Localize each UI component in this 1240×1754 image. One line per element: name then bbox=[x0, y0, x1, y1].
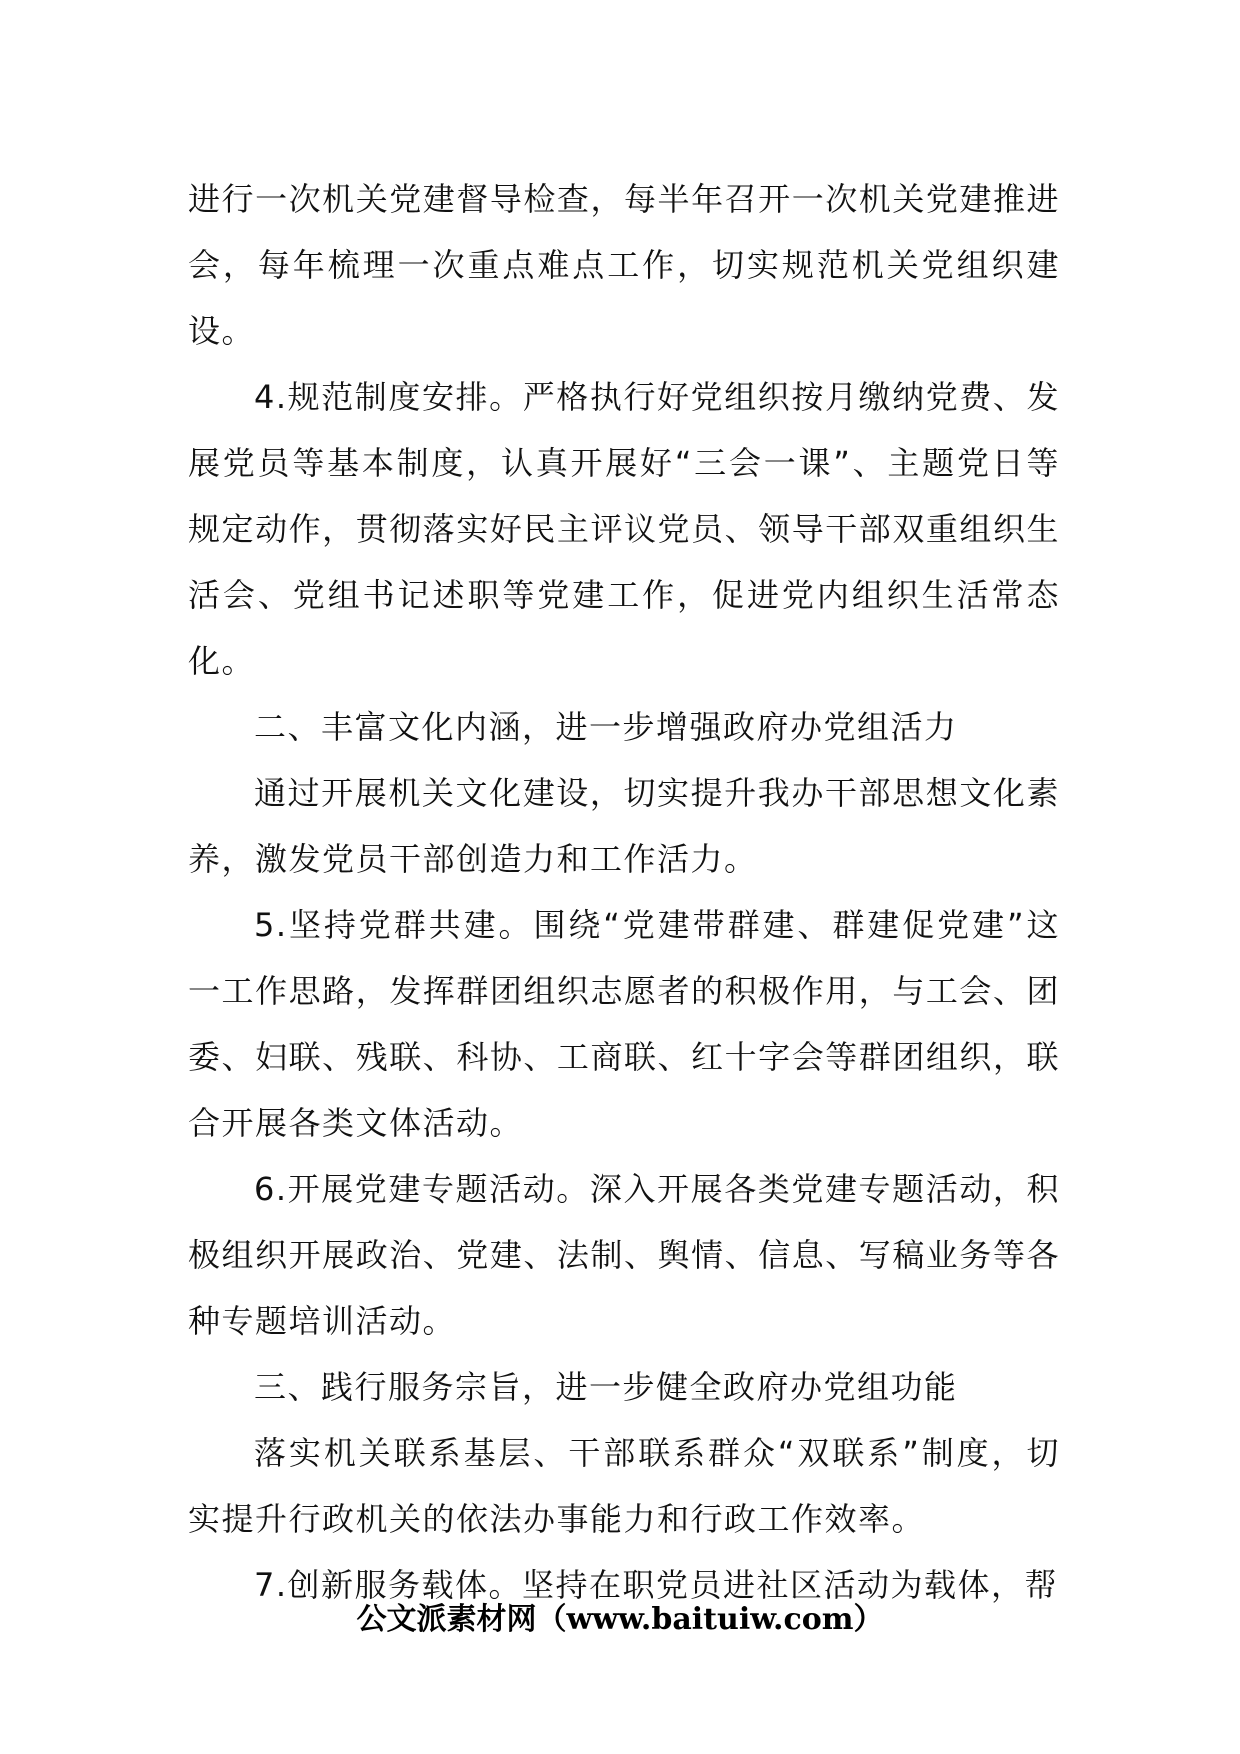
section-heading-2: 二、丰富文化内涵，进一步增强政府办党组活力 bbox=[254, 708, 958, 746]
paragraph-5: 5.坚持党群共建。围绕“党建带群建、群建促党建”这一工作思路，发挥群团组织志愿者的积极作用，与工会、团委、妇联、残联、科协、工商联、红十字会等群团组织，联合开展各类文体活动。 bbox=[188, 906, 1060, 1142]
paragraph-9: 7.创新服务载体。坚持在职党员进社区活动为载体，帮 bbox=[254, 1566, 1059, 1604]
paragraph-6: 6.开展党建专题活动。深入开展各类党建专题活动，积极组织开展政治、党建、法制、舆情、信息、写稿业务等各种专题培训活动。 bbox=[188, 1170, 1060, 1340]
paragraph-2: 4.规范制度安排。严格执行好党组织按月缴纳党费、发展党员等基本制度，认真开展好“三会一课”、主题党日等规定动作，贯彻落实好民主评议党员、领导干部双重组织生活会、党组书记述职等党建工作，促进党内组织生活常态化。 bbox=[188, 378, 1060, 680]
paragraph-8: 落实机关联系基层、干部联系群众“双联系”制度，切实提升行政机关的依法办事能力和行政工作效率。 bbox=[188, 1434, 1060, 1538]
section-heading-3: 三、践行服务宗旨，进一步健全政府办党组功能 bbox=[254, 1368, 958, 1406]
document-body bbox=[188, 166, 1060, 1618]
paragraph-4: 通过开展机关文化建设，切实提升我办干部思想文化素养，激发党员干部创造力和工作活力。 bbox=[188, 774, 1060, 878]
page-footer: 公文派素材网（www.baituiw.com） bbox=[356, 1602, 884, 1637]
paragraph-1: 进行一次机关党建督导检查，每半年召开一次机关党建推进会，每年梳理一次重点难点工作，切实规范机关党组织建设。 bbox=[188, 180, 1060, 350]
